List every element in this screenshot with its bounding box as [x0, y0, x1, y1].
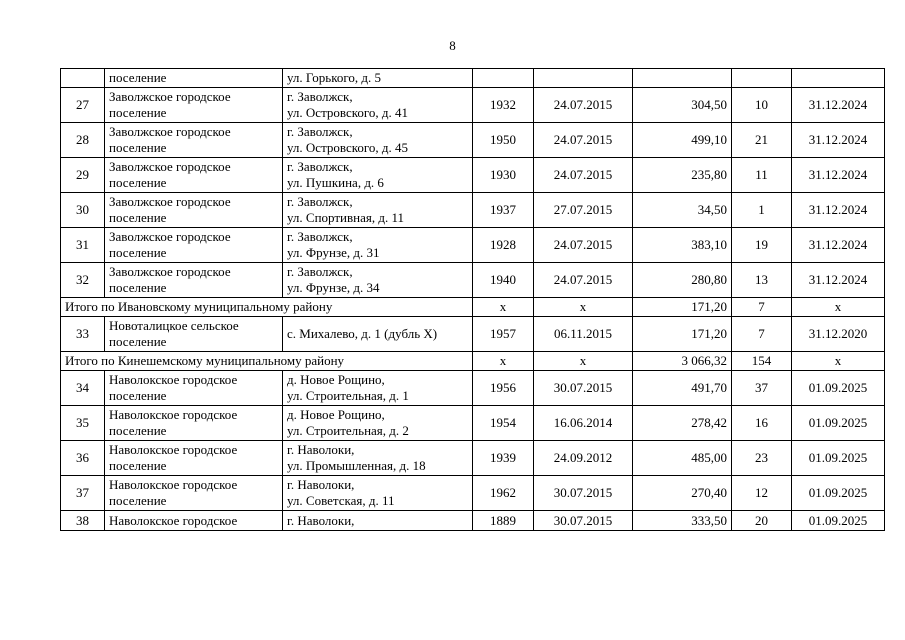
year-cell: 1939 — [473, 441, 534, 476]
residents-cell: 16 — [732, 406, 792, 441]
year-cell: х — [473, 352, 534, 371]
address-line: г. Заволжск, — [287, 124, 353, 139]
settlement-line: поселение — [109, 334, 167, 349]
settlement-line: Заволжское городское — [109, 89, 231, 104]
area-cell: 278,42 — [633, 406, 732, 441]
residents-cell: 7 — [732, 317, 792, 352]
area-cell: 491,70 — [633, 371, 732, 406]
table-row — [61, 263, 885, 298]
settlement-line: Заволжское городское — [109, 124, 231, 139]
settlement-cell — [105, 88, 283, 123]
address-line: ул. Островского, д. 45 — [287, 140, 409, 155]
address-line: г. Наволоки, — [287, 442, 355, 457]
year-cell: 1950 — [473, 123, 534, 158]
residents-cell: 11 — [732, 158, 792, 193]
settlement-cell — [105, 317, 283, 352]
address-line: д. Новое Рощино, — [287, 372, 385, 387]
date-cell: 30.07.2015 — [534, 511, 633, 531]
settlement-cell — [105, 371, 283, 406]
year-cell: 1928 — [473, 228, 534, 263]
address-line: ул. Промышленная, д. 18 — [287, 458, 426, 473]
residents-cell: 13 — [732, 263, 792, 298]
address-cell — [283, 263, 473, 298]
residents-cell: 10 — [732, 88, 792, 123]
end-date-cell: х — [792, 298, 885, 317]
subtotal-row — [61, 298, 885, 317]
date-cell: х — [534, 298, 633, 317]
year-cell: 1889 — [473, 511, 534, 531]
table-row — [61, 317, 885, 352]
housing-registry-table — [60, 68, 885, 531]
end-date-cell: 31.12.2020 — [792, 317, 885, 352]
row-number-cell: 32 — [61, 263, 105, 298]
settlement-line: поселение — [109, 140, 167, 155]
residents-cell: 21 — [732, 123, 792, 158]
settlement-cell: поселение — [105, 69, 283, 88]
row-number-cell: 29 — [61, 158, 105, 193]
settlement-line: Заволжское городское — [109, 264, 231, 279]
date-cell: 24.07.2015 — [534, 158, 633, 193]
year-cell: 1954 — [473, 406, 534, 441]
settlement-line: поселение — [109, 280, 167, 295]
address-line: г. Заволжск, — [287, 194, 353, 209]
end-date-cell: 31.12.2024 — [792, 263, 885, 298]
area-cell: 3 066,32 — [633, 352, 732, 371]
address-line: ул. Островского, д. 41 — [287, 105, 409, 120]
row-number-cell: 28 — [61, 123, 105, 158]
address-cell — [283, 88, 473, 123]
end-date-cell: 01.09.2025 — [792, 406, 885, 441]
address-cell — [283, 371, 473, 406]
settlement-line: поселение — [109, 210, 167, 225]
residents-cell: 19 — [732, 228, 792, 263]
end-date-cell: 01.09.2025 — [792, 476, 885, 511]
row-number-cell: 30 — [61, 193, 105, 228]
end-date-cell: 01.09.2025 — [792, 371, 885, 406]
settlement-line: Наволокское городское — [109, 442, 238, 457]
row-number-cell: 33 — [61, 317, 105, 352]
address-line: ул. Строительная, д. 1 — [287, 388, 409, 403]
date-cell: 16.06.2014 — [534, 406, 633, 441]
settlement-cell — [105, 406, 283, 441]
date-cell: 24.07.2015 — [534, 88, 633, 123]
subtotal-label: Итого по Кинешемскому муниципальному району — [61, 352, 473, 371]
date-cell: х — [534, 352, 633, 371]
settlement-line: Наволокское городское — [109, 372, 238, 387]
address-cell: ул. Горького, д. 5 — [283, 69, 473, 88]
address-line: ул. Пушкина, д. 6 — [287, 175, 384, 190]
address-line: д. Новое Рощино, — [287, 407, 385, 422]
table-row — [61, 88, 885, 123]
row-number-cell: 27 — [61, 88, 105, 123]
end-date-cell: 31.12.2024 — [792, 123, 885, 158]
settlement-line: поселение — [109, 493, 167, 508]
residents-cell: 23 — [732, 441, 792, 476]
settlement-cell — [105, 476, 283, 511]
address-cell — [283, 406, 473, 441]
residents-cell: 20 — [732, 511, 792, 531]
table-row — [61, 371, 885, 406]
settlement-line: поселение — [109, 175, 167, 190]
year-cell: х — [473, 298, 534, 317]
end-date-cell: 01.09.2025 — [792, 441, 885, 476]
date-cell: 24.07.2015 — [534, 228, 633, 263]
settlement-line: Наволокское городское — [109, 407, 238, 422]
date-cell: 24.09.2012 — [534, 441, 633, 476]
address-line: ул. Советская, д. 11 — [287, 493, 395, 508]
row-number-cell: 36 — [61, 441, 105, 476]
residents-cell: 154 — [732, 352, 792, 371]
settlement-line: Новоталицкое сельское — [109, 318, 239, 333]
area-cell: 235,80 — [633, 158, 732, 193]
date-cell: 27.07.2015 — [534, 193, 633, 228]
table-row — [61, 193, 885, 228]
end-date-cell: х — [792, 352, 885, 371]
address-line: г. Заволжск, — [287, 159, 353, 174]
residents-cell: 12 — [732, 476, 792, 511]
address-line: ул. Фрунзе, д. 31 — [287, 245, 380, 260]
settlement-line: Заволжское городское — [109, 159, 231, 174]
area-cell: 171,20 — [633, 317, 732, 352]
area-cell: 499,10 — [633, 123, 732, 158]
area-cell: 333,50 — [633, 511, 732, 531]
page-number: 8 — [449, 38, 456, 53]
area-cell: 280,80 — [633, 263, 732, 298]
residents-cell: 37 — [732, 371, 792, 406]
address-cell — [283, 228, 473, 263]
subtotal-label: Итого по Ивановскому муниципальному району — [61, 298, 473, 317]
address-line: г. Заволжск, — [287, 229, 353, 244]
settlement-line: Заволжское городское — [109, 229, 231, 244]
table-row — [61, 476, 885, 511]
row-number-cell: 38 — [61, 511, 105, 531]
settlement-line: поселение — [109, 458, 167, 473]
residents-cell: 1 — [732, 193, 792, 228]
row-number-cell: 37 — [61, 476, 105, 511]
end-date-cell: 31.12.2024 — [792, 158, 885, 193]
subtotal-row — [61, 352, 885, 371]
address-cell — [283, 476, 473, 511]
year-cell — [473, 69, 534, 88]
table-row — [61, 158, 885, 193]
area-cell: 383,10 — [633, 228, 732, 263]
table-row — [61, 406, 885, 441]
address-cell — [283, 123, 473, 158]
address-cell — [283, 158, 473, 193]
area-cell: 270,40 — [633, 476, 732, 511]
table-row — [61, 228, 885, 263]
area-cell — [633, 69, 732, 88]
settlement-cell — [105, 263, 283, 298]
table-row — [61, 123, 885, 158]
row-number-cell: 35 — [61, 406, 105, 441]
year-cell: 1930 — [473, 158, 534, 193]
settlement-line: поселение — [109, 245, 167, 260]
residents-cell: 7 — [732, 298, 792, 317]
date-cell — [534, 69, 633, 88]
year-cell: 1932 — [473, 88, 534, 123]
settlement-cell — [105, 441, 283, 476]
row-number-cell: 31 — [61, 228, 105, 263]
address-line: г. Наволоки, — [287, 477, 355, 492]
date-cell: 24.07.2015 — [534, 263, 633, 298]
address-cell — [283, 193, 473, 228]
settlement-cell — [105, 158, 283, 193]
end-date-cell: 31.12.2024 — [792, 88, 885, 123]
area-cell: 171,20 — [633, 298, 732, 317]
year-cell: 1937 — [473, 193, 534, 228]
address-cell — [283, 441, 473, 476]
settlement-line: Заволжское городское — [109, 194, 231, 209]
settlement-cell — [105, 228, 283, 263]
date-cell: 24.07.2015 — [534, 123, 633, 158]
row-number-cell: 34 — [61, 371, 105, 406]
date-cell: 06.11.2015 — [534, 317, 633, 352]
row-number-cell — [61, 69, 105, 88]
year-cell: 1956 — [473, 371, 534, 406]
area-cell: 485,00 — [633, 441, 732, 476]
area-cell: 304,50 — [633, 88, 732, 123]
date-cell: 30.07.2015 — [534, 371, 633, 406]
address-line: ул. Строительная, д. 2 — [287, 423, 409, 438]
residents-cell — [732, 69, 792, 88]
table-row — [61, 511, 885, 531]
settlement-line: поселение — [109, 105, 167, 120]
settlement-line: поселение — [109, 423, 167, 438]
address-cell: г. Наволоки, — [283, 511, 473, 531]
settlement-cell: Наволокское городское — [105, 511, 283, 531]
settlement-line: поселение — [109, 388, 167, 403]
year-cell: 1957 — [473, 317, 534, 352]
end-date-cell: 31.12.2024 — [792, 193, 885, 228]
table-row — [61, 441, 885, 476]
settlement-line: Наволокское городское — [109, 477, 238, 492]
year-cell: 1940 — [473, 263, 534, 298]
year-cell: 1962 — [473, 476, 534, 511]
address-line: ул. Фрунзе, д. 34 — [287, 280, 380, 295]
address-line: г. Заволжск, — [287, 89, 353, 104]
address-line: г. Заволжск, — [287, 264, 353, 279]
end-date-cell: 31.12.2024 — [792, 228, 885, 263]
date-cell: 30.07.2015 — [534, 476, 633, 511]
settlement-cell — [105, 123, 283, 158]
settlement-cell — [105, 193, 283, 228]
end-date-cell: 01.09.2025 — [792, 511, 885, 531]
address-cell: с. Михалево, д. 1 (дубль Х) — [283, 317, 473, 352]
table-row — [61, 69, 885, 88]
address-line: ул. Спортивная, д. 11 — [287, 210, 404, 225]
end-date-cell — [792, 69, 885, 88]
area-cell: 34,50 — [633, 193, 732, 228]
